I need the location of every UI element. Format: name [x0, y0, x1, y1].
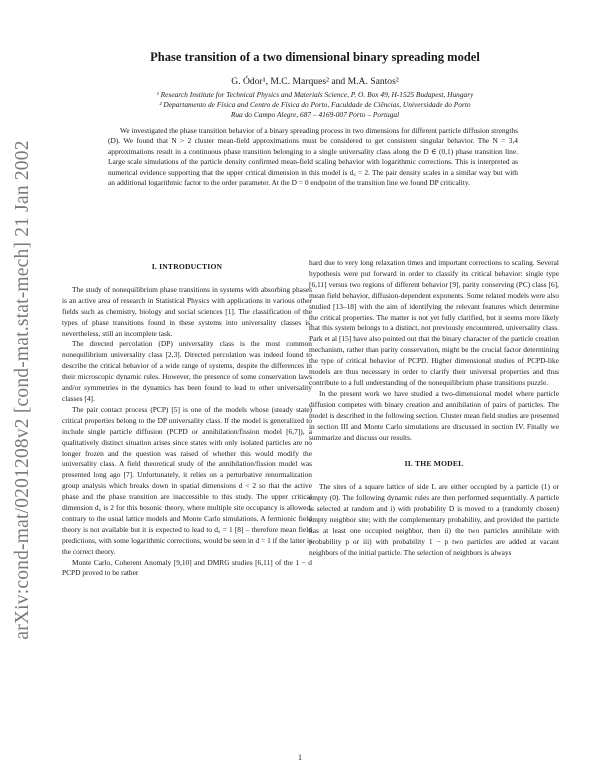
page-number: 1 [298, 753, 302, 762]
paper-title: Phase transition of a two dimensional binary spreading model [150, 50, 480, 64]
arxiv-id-text: arXiv:cond-mat/0201208v2 [cond-mat.stat-mech] 21 Jan 2002 [12, 140, 33, 640]
intro-paragraph-6: In the present work we have studied a two-dimensional model where particle diffusion competes with binary creation and annihilation of pairs of particles. The model is described in the following section. Cluster mean field studies are presented in section III and Monte Carlo simulations are discussed in section IV. Finally we summarize and discuss our results. [309, 388, 559, 442]
author-list: G. Ódor¹, M.C. Marques² and M.A. Santos² [231, 76, 399, 87]
left-column [62, 258, 312, 579]
intro-paragraph-4: Monte Carlo, Coherent Anomaly [9,10] and DMRG studies [6,11] of the 1 − d PCPD proved to be rather [62, 557, 312, 578]
arxiv-identifier [6, 110, 40, 670]
affiliation-2-address: Rua do Campo Alegre, 687 – 4169-007 Porto – Portugal [230, 110, 400, 119]
intro-heading: I. INTRODUCTION [151, 262, 223, 271]
model-heading: II. THE MODEL [404, 459, 464, 469]
intro-paragraph-3: The pair contact process (PCP) [5] is one of the models whose (steady state) critical properties belong to the DP universality class. If the model is generalized to include single particle diffusion (PCPD or annihilation/fission model [6,7]), a qualitatively distinct situation arises since states with only isolated particles are no longer frozen and the question was raised of whether this would modify the universality class. A field theoretical study of the annihilation/fission model was presented long ago [7]. Unfortunately, it relies on a perturbative renormalization group analysis which breaks down in spatial dimensions d < 2 so that the active phase and the phase transition are inaccessible to this study. The upper critical dimension d꜀ is 2 for this bosonic theory, where multiple site occupancy is allowed, contrary to the usual lattice models and Monte Carlo simulations. A fermionic field theory is not available but it is expected to lead to d꜀ = 1 [8] – therefore mean field predictions, with some logarithmic corrections, would be seen in d = 1 if the latter is the correct theory. [62, 404, 312, 556]
model-paragraph-1: The sites of a square lattice of side L are either occupied by a particle (1) or empty (0). The following dynamic rules are then performed sequentially. A particle is selected at random and i) with probability D is moved to a (randomly chosen) empty neighbor site; with the complementary probability, and provided the particle has at least one occupied neighbor, then ii) the two particles annihilate with probability p or iii) with probability 1 − p two particles are added at vacant neighbors of the initial particle. The selection of neighbors is always [309, 482, 559, 557]
affiliation-2: ² Departamento de Física and Centro de Física do Porto, Faculdade de Ciências, Universidade do Porto [159, 100, 471, 109]
abstract: We investigated the phase transition behavior of a binary spreading process in two dimensions for different particle diffusion strengths (D). We found that N > 2 cluster mean-field approximations must be considered to get consistent singular behavior. The N = 3,4 approximations result in a continuous phase transition belonging to a single universality class along the D ∈ (0,1) phase transition line. Large scale simulations of the particle density confirmed mean-field scaling behavior with logarithmic corrections. This is interpreted as numerical evidence supporting that the upper critical dimension in this model is d꜀ = 2. The pair density scales in a similar way but with an additional logarithmic factor to the order parameter. At the D = 0 endpoint of the transition line we found DP criticality. [108, 126, 518, 188]
right-column [309, 258, 559, 559]
intro-paragraph-5: hard due to very long relaxation times and important corrections to scaling. Several hypothesis were put forward in order to classify its critical behavior: single type [6,11] versus two regions of different behavior [9], parity conserving (PC) class [6], mean field behavior, diffusion-dependent exponents. Some related models were also studied [13–18] with the aim of identifying the relevant features which determine the critical properties. The matter is not yet fully clarified, but it seems more likely that this system belongs to a distinct, not previously encountered, universality class. Park et al [15] have also pointed out that the binary character of the particle creation mechanism, rather than parity conservation, might be the crucial factor determining the type of critical behavior of PCPD. Higher dimensional studies of PCPD-like models are thus necessary in order to clarify their universal properties and thus contribute to a full understanding of the nonequilibrium phase transitions puzzle. [309, 258, 559, 387]
affiliation-1: ¹ Research Institute for Technical Physics and Materials Science, P. O. Box 49, H-1525 Budapest, Hungary [156, 90, 474, 99]
intro-paragraph-1: The study of nonequilibrium phase transitions in systems with absorbing phases is an active area of research in Statistical Physics with applications in various other fields such as chemistry, biology and social sciences [1]. The classification of the types of phase transitions found in these systems into universality classes is, nevertheless, still an incomplete task. [62, 284, 312, 338]
intro-paragraph-2: The directed percolation (DP) universality class is the most common nonequilibrium universality class [2,3]. Directed percolation was indeed found to describe the critical behavior of a wide range of systems, despite the differences in their microscopic dynamic rules. However, the presence of some conservation laws and/or symmetries in the dynamics has been found to lead to other universality classes [4]. [62, 339, 312, 403]
